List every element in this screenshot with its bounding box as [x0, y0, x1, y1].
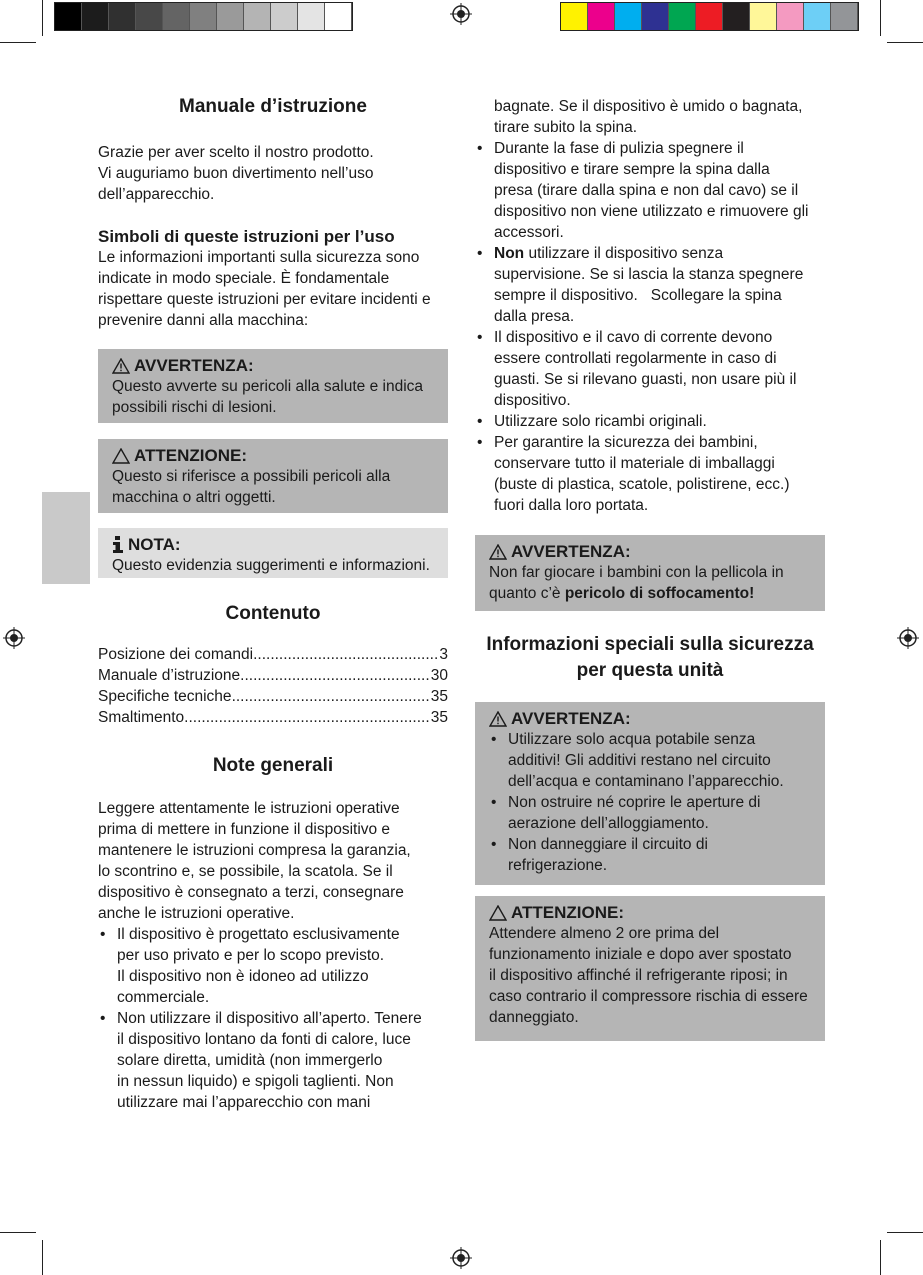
warning-title: AVVERTENZA:: [511, 709, 631, 728]
suffocation-warning-box: AVVERTENZA: Non far giocare i bambini con la pellicola in quanto c’è pericolo di soffocamento!: [475, 535, 825, 611]
warning-box: AVVERTENZA: Questo avverte su pericoli alla salute e indica possibili rischi di lesioni.: [98, 349, 448, 423]
compressor-caution-box: ATTENZIONE: Attendere almeno 2 ore prima del funzionamento iniziale e dopo aver spostato il dispositivo affinché il refrigerante riposi; in caso contrario il compressore rischia di essere danneggiato.: [475, 896, 825, 1041]
grayscale-swatch: [217, 3, 244, 30]
grayscale-swatch: [190, 3, 217, 30]
warning-title: AVVERTENZA:: [134, 356, 254, 375]
list-item: • Utilizzare solo acqua potabile senza additivi! Gli additivi restano nel circuito dell’acqua e contaminano l’apparecchio.: [489, 729, 815, 792]
symbols-heading: Simboli di queste istruzioni per l’uso: [98, 227, 395, 246]
caution-title: ATTENZIONE:: [511, 903, 625, 922]
color-swatch: [804, 3, 831, 30]
crop-mark: [880, 1240, 881, 1275]
note-box: NOTA: Questo evidenzia suggerimenti e informazioni.: [98, 528, 448, 578]
list-item: • Il dispositivo e il cavo di corrente devono essere controllati regolarmente in caso di guasti. Se si rilevano guasti, non usare più il dispositivo.: [475, 327, 825, 411]
safety-list: [475, 138, 825, 516]
grayscale-swatch: [325, 3, 352, 30]
crop-mark: [42, 1240, 43, 1275]
table-of-contents: [98, 644, 448, 728]
registration-mark-icon: [3, 627, 25, 649]
warning-triangle-icon: [489, 711, 507, 727]
language-tab: [42, 492, 90, 584]
registration-mark-icon: [450, 3, 472, 25]
toc-row: Smaltimento ..... 35: [98, 707, 448, 728]
list-item: • Il dispositivo è progettato esclusivamente per uso privato e per lo scopo previsto. Il dispositivo non è idoneo ad utilizzo commerciale.: [98, 924, 448, 1008]
grayscale-swatch: [298, 3, 325, 30]
symbols-paragraph: Le informazioni importanti sulla sicurezza sono indicate in modo speciale. È fondamentale rispettare queste istruzioni per evitare incidenti e prevenire danni alla macchina:: [98, 249, 431, 329]
intro-paragraph: Grazie per aver scelto il nostro prodotto. Vi auguriamo buon divertimento nell’uso dell’apparecchio.: [98, 144, 374, 203]
list-item: • Non ostruire né coprire le aperture di aerazione dell’alloggiamento.: [489, 792, 815, 834]
general-notes-list: [98, 924, 448, 1113]
caution-triangle-icon: [112, 448, 130, 464]
warning-title: AVVERTENZA:: [511, 542, 631, 561]
caution-triangle-icon: [489, 905, 507, 921]
warning-triangle-icon: [489, 544, 507, 560]
right-column: [475, 96, 825, 1041]
registration-mark-icon: [450, 1247, 472, 1269]
color-swatch: [642, 3, 669, 30]
list-item: • Non danneggiare il circuito di refrigerazione.: [489, 834, 815, 876]
list-item: • Utilizzare solo ricambi originali.: [475, 411, 825, 432]
crop-mark: [887, 42, 923, 43]
general-notes-title: Note generali: [212, 755, 334, 776]
unit-warning-list: [489, 729, 815, 876]
grayscale-swatch: [244, 3, 271, 30]
toc-row: Specifiche tecniche ..... 35: [98, 686, 448, 707]
continued-text: bagnate. Se il dispositivo è umido o bagnata, tirare subito la spina.: [494, 98, 803, 136]
contents-title: Contenuto: [225, 603, 321, 624]
grayscale-swatch: [82, 3, 109, 30]
caution-title: ATTENZIONE:: [134, 446, 248, 465]
color-swatch: [831, 3, 858, 30]
list-item: • Per garantire la sicurezza dei bambini, conservare tutto il materiale di imballaggi (buste di plastica, scatole, polistirene, ecc.) fuori dalla loro portata.: [475, 432, 825, 516]
crop-mark: [42, 0, 43, 36]
grayscale-swatch: [55, 3, 82, 30]
color-swatch: [777, 3, 804, 30]
manual-title: Manuale d’istruzione: [179, 96, 367, 117]
warning-triangle-icon: [112, 358, 130, 374]
crop-mark: [0, 42, 36, 43]
list-item: • Non utilizzare il dispositivo all’aperto. Tenere il dispositivo lontano da fonti di calore, luce solare diretta, umidità (non immergerlo in nessun liquido) e spigoli taglienti. Non utilizzare mai l’apparecchio con mani: [98, 1008, 448, 1113]
color-swatch: [723, 3, 750, 30]
crop-mark: [887, 1232, 923, 1233]
unit-warning-box: [475, 702, 825, 885]
special-safety-title: Informazioni speciali sulla sicurezza per questa unità: [486, 634, 814, 681]
registration-mark-icon: [897, 627, 919, 649]
color-swatch: [615, 3, 642, 30]
toc-row: Manuale d’istruzione ..... 30: [98, 665, 448, 686]
note-title: NOTA:: [128, 535, 181, 554]
toc-row: Posizione dei comandi ..... 3: [98, 644, 448, 665]
grayscale-calibration-bar: [54, 2, 353, 31]
info-icon: [112, 536, 124, 553]
grayscale-swatch: [163, 3, 190, 30]
caution-box: ATTENZIONE: Questo si riferisce a possibili pericoli alla macchina o altri oggetti.: [98, 439, 448, 513]
color-swatch: [750, 3, 777, 30]
grayscale-swatch: [109, 3, 136, 30]
general-notes-paragraph: Leggere attentamente le istruzioni operative prima di mettere in funzione il dispositivo e mantenere le istruzioni compresa la garanzia, lo scontrino e, se possibile, la scatola. Se il dispositivo è consegnato a terzi, consegnare anche le istruzioni operative.: [98, 800, 411, 922]
list-item: • Durante la fase di pulizia spegnere il dispositivo e tirare sempre la spina dalla presa (tirare dalla spina e non dal cavo) se il dispositivo non viene utilizzato e rimuovere gli accessori.: [475, 138, 825, 243]
color-swatch: [588, 3, 615, 30]
color-swatch: [561, 3, 588, 30]
crop-mark: [880, 0, 881, 36]
crop-mark: [0, 1232, 36, 1233]
grayscale-swatch: [136, 3, 163, 30]
color-swatch: [696, 3, 723, 30]
color-calibration-bar: [560, 2, 859, 31]
grayscale-swatch: [271, 3, 298, 30]
list-item: • Non utilizzare il dispositivo senza supervisione. Se si lascia la stanza spegnere sempre il dispositivo. Scollegare la spina dalla presa.: [475, 243, 825, 327]
left-column: [98, 96, 448, 1113]
color-swatch: [669, 3, 696, 30]
